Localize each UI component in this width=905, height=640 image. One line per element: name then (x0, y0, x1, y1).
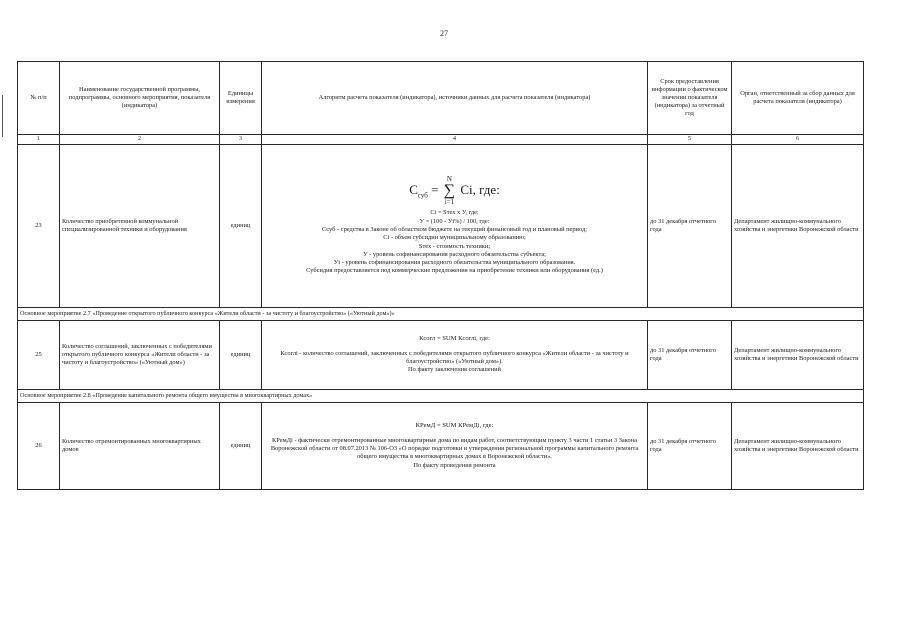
sum-upper-limit: N (446, 175, 452, 184)
unit: единиц (220, 403, 262, 490)
formula-lhs: С (409, 182, 418, 198)
header-algorithm: Алгоритм расчета показателя (индикатора), источники данных для расчета показателя (индикатора) (262, 62, 648, 135)
indicator-name: Количество соглашений, заключенных с победителями открытого публичного конкурса «Жители области - за чистоту и благоустройство» («Уютный дом») (60, 321, 220, 390)
table-row (18, 321, 864, 390)
column-number: 6 (732, 135, 864, 145)
column-number: 1 (18, 135, 60, 145)
algorithm-line: КРемДi - фактически отремонтированные многоквартирные дома по видам работ, соответствующим пункту 3 части 1 статьи 3 Закона Воронежской области от 08.07.2013 № 106-ОЗ «О порядке подготовки и утверждения региональной программы капитального ремонта общего имущества в многоквартирных домах в Воронежской области». (270, 436, 639, 461)
algorithm-line: КРемД = SUM КРемДi, где: (415, 422, 494, 430)
section-row (18, 308, 864, 321)
section-title: Основное мероприятие 2.7 «Проведение открытого публичного конкурса «Жители области - за чистоту и благоустройство» («Уютный дом»)» (18, 308, 864, 321)
algorithm-line: Ксоглi - количество соглашений, заключенных с победителями открытого публичного конкурса «Жители области - за чистоту и благоустройство» («Уютный дом»). (280, 349, 629, 366)
responsible-authority: Департамент жилищно-коммунального хозяйства и энергетики Воронежской области (732, 321, 864, 390)
row-number: 25 (18, 321, 60, 390)
algorithm-line: У - уровень софинансирования расходного обязательства субъекта; (363, 250, 546, 258)
responsible-authority: Департамент жилищно-коммунального хозяйства и энергетики Воронежской области (732, 145, 864, 308)
unit: единиц (220, 321, 262, 390)
indicator-table (17, 61, 864, 490)
formula-eq: = (431, 182, 439, 198)
header-deadline: Срок предоставления информации о фактическом значении показателя (индикатора) за отчетный год (648, 62, 732, 135)
section-title: Основное мероприятие 2.8 «Проведение капитального ремонта общего имущества в многоквартирных домах» (18, 390, 864, 403)
summation-sign (444, 176, 455, 206)
algorithm-line: Ксогл = SUM Ксоглi, где: (419, 335, 490, 343)
column-number: 3 (220, 135, 262, 145)
sigma-symbol: ∑ (443, 182, 456, 200)
section-row (18, 390, 864, 403)
header-unit: Единицы измерения (220, 62, 262, 135)
algorithm-line: По факту проведения ремонта (413, 461, 496, 469)
header-name: Наименование государственной программы, подпрограммы, основного мероприятия, показателя (индикатора) (60, 62, 220, 135)
binding-margin-mark (2, 95, 3, 137)
algorithm-line: Субсидия предоставляется под коммерческие предложения на приобретение техники или оборудования (ед.) (306, 267, 603, 275)
column-number-row (18, 135, 864, 145)
algorithm-cell (262, 321, 648, 390)
sum-formula (264, 176, 645, 206)
responsible-authority: Департамент жилищно-коммунального хозяйства и энергетики Воронежской области (732, 403, 864, 490)
algorithm-line: Уi - уровень софинансирования расходного обязательства муниципального образования. (333, 259, 576, 267)
unit: единиц (220, 145, 262, 308)
formula-rhs: Сi, где: (460, 182, 500, 198)
algorithm-line: Сi = Sтех х У, где: (430, 209, 479, 217)
deadline: до 31 декабря отчетного года (648, 403, 732, 490)
table-header-row (18, 62, 864, 135)
deadline: до 31 декабря отчетного года (648, 321, 732, 390)
algorithm-line: Ссуб - средства в Законе об областном бюджете на текущий финансовый год и плановый период; (321, 225, 588, 233)
algorithm-line: Sтех - стоимость техники; (418, 242, 491, 250)
header-num: № п/п (18, 62, 60, 135)
column-number: 2 (60, 135, 220, 145)
algorithm-line: По факту заключения соглашений (408, 366, 501, 374)
column-number: 4 (262, 135, 648, 145)
sum-lower-limit: i=1 (444, 198, 455, 207)
row-number: 23 (18, 145, 60, 308)
algorithm-cell (262, 145, 648, 308)
algorithm-line: Сi - объем субсидии муниципальному образованию; (383, 234, 526, 242)
header-authority: Орган, ответственный за сбор данных для расчета показателя (индикатора) (732, 62, 864, 135)
indicator-name: Количество отремонтированных многоквартирных домов (60, 403, 220, 490)
page-number: 27 (440, 29, 448, 38)
indicator-name: Количество приобретенной коммунальной специализированной техники и оборудования (60, 145, 220, 308)
row-number: 26 (18, 403, 60, 490)
table-row (18, 145, 864, 308)
formula-lhs-sub: суб (417, 191, 428, 200)
algorithm-line: У = (100 - Уi%) / 100, где: (419, 217, 490, 225)
deadline: до 31 декабря отчетного года (648, 145, 732, 308)
algorithm-cell (262, 403, 648, 490)
table-row (18, 403, 864, 490)
column-number: 5 (648, 135, 732, 145)
